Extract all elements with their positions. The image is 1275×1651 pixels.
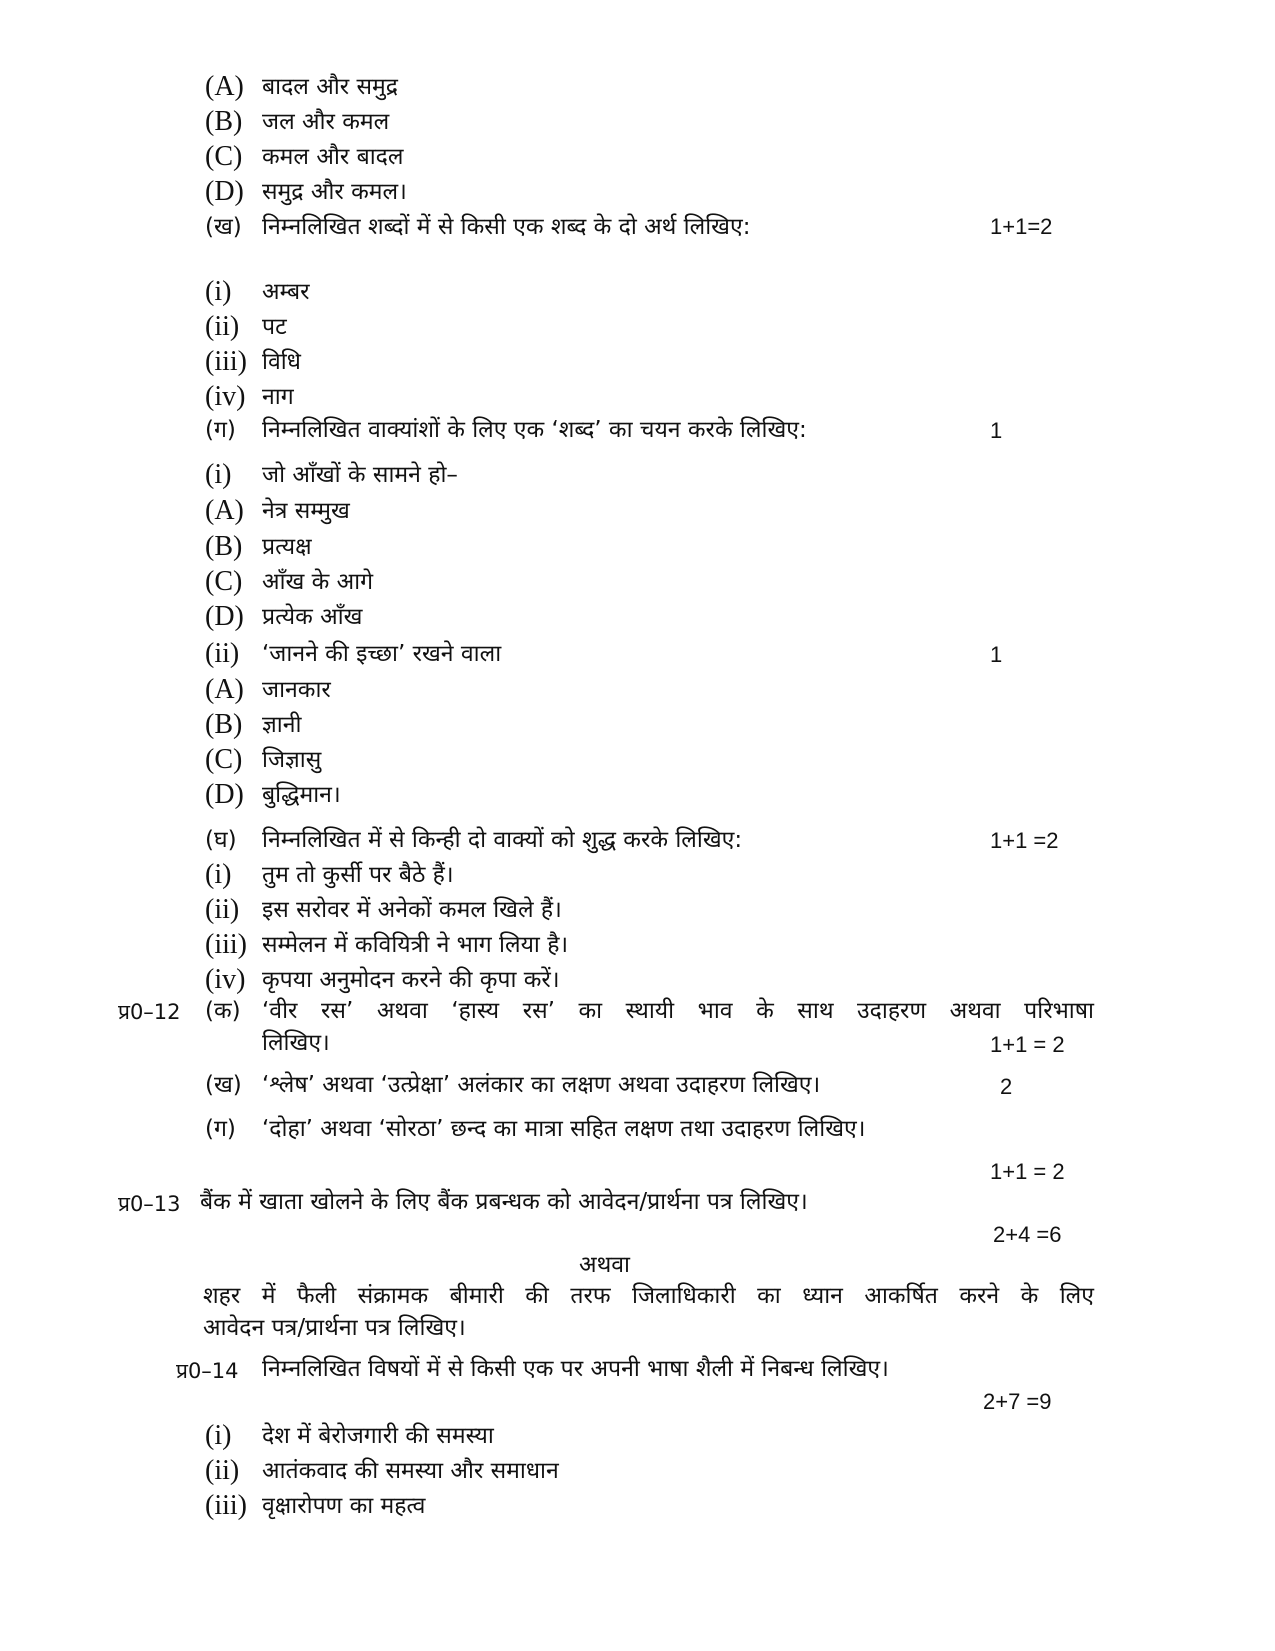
question-part-label: (ख) [205,1072,242,1098]
marks: 1 [990,418,1003,443]
marks: 1+1 =2 [990,828,1059,853]
alternative-question-text-continued: आवेदन पत्र/प्रार्थना पत्र लिखिए। [203,1315,466,1341]
item-label: (i) [205,459,232,490]
option-label: (D) [205,779,244,810]
option-text: जल और कमल [262,109,390,135]
or-separator: अथवा [579,1252,631,1278]
item-label: (ii) [205,311,240,342]
option-text: जानकार [262,677,331,703]
option-label: (A) [205,495,244,526]
item-label: (iii) [205,346,247,377]
option-label: (C) [205,566,243,597]
item-text: कृपया अनुमोदन करने की कृपा करें। [262,967,560,993]
option-label: (A) [205,71,244,102]
item-label: (ii) [205,638,240,669]
question-number: प्र0–12 [118,1000,181,1024]
alternative-question-text: शहर में फैली संक्रामक बीमारी की तरफ जिलाधिकारी का ध्यान आकर्षित करने के लिए [203,1283,1094,1309]
option-label: (D) [205,176,244,207]
option-text: कमल और बादल [262,144,404,170]
option-label: (D) [205,601,244,632]
item-label: (iv) [205,964,246,995]
question-text: निम्नलिखित विषयों में से किसी एक पर अपनी भाषा शैली में निबन्ध लिखिए। [262,1356,889,1382]
item-text: ‘जानने की इच्छा’ रखने वाला [262,641,502,667]
marks: 1 [990,642,1003,667]
marks: 2+4 =6 [993,1222,1062,1247]
option-text: बुद्धिमान। [262,782,341,808]
option-label: (C) [205,744,243,775]
option-label: (A) [205,674,244,705]
marks: 2+7 =9 [983,1389,1052,1414]
item-label: (iv) [205,381,246,412]
question-number: प्र0–14 [176,1359,239,1383]
question-part-label: (ख) [205,214,242,240]
option-label: (C) [205,141,243,172]
item-label: (ii) [205,1455,240,1486]
item-label: (iii) [205,1490,247,1521]
option-text: ज्ञानी [262,712,302,738]
marks: 2 [1000,1074,1013,1099]
item-text: विधि [262,349,301,375]
option-text: बादल और समुद्र [262,74,398,100]
question-text: ‘दोहा’ अथवा ‘सोरठा’ छन्द का मात्रा सहित लक्षण तथा उदाहरण लिखिए। [262,1116,866,1142]
marks: 1+1 = 2 [990,1032,1065,1057]
option-text: प्रत्येक आँख [262,604,363,630]
item-text: सम्मेलन में कवियित्री ने भाग लिया है। [262,932,569,958]
item-label: (iii) [205,929,247,960]
question-number: प्र0–13 [118,1192,181,1216]
question-text: निम्नलिखित में से किन्ही दो वाक्यों को शुद्ध करके लिखिए: [262,827,743,853]
question-text: निम्नलिखित शब्दों में से किसी एक शब्द के दो अर्थ लिखिए: [262,214,751,240]
question-text: ‘श्लेष’ अथवा ‘उत्प्रेक्षा’ अलंकार का लक्षण अथवा उदाहरण लिखिए। [262,1072,821,1098]
item-text: नाग [262,384,294,410]
item-label: (ii) [205,894,240,925]
question-part-label: (ग) [205,417,236,443]
option-text: आँख के आगे [262,569,374,595]
item-text: वृक्षारोपण का महत्व [262,1493,426,1519]
question-text-continued: लिखिए। [262,1030,330,1056]
option-text: समुद्र और कमल। [262,179,407,205]
option-label: (B) [205,709,243,740]
question-text: ‘वीर रस’ अथवा ‘हास्य रस’ का स्थायी भाव के साथ उदाहरण अथवा परिभाषा [262,998,1094,1024]
question-part-label: (घ) [205,827,237,853]
question-text: निम्नलिखित वाक्यांशों के लिए एक ‘शब्द’ का चयन करके लिखिए: [262,417,807,443]
item-label: (i) [205,859,232,890]
option-label: (B) [205,106,243,137]
item-label: (i) [205,276,232,307]
option-text: जिज्ञासु [262,747,322,773]
question-part-label: (ग) [205,1116,236,1142]
item-text: पट [262,314,287,340]
marks: 1+1 = 2 [990,1159,1065,1184]
option-label: (B) [205,531,243,562]
item-text: जो आँखों के सामने हो– [262,462,458,488]
option-text: नेत्र सम्मुख [262,498,350,524]
option-text: प्रत्यक्ष [262,534,312,560]
item-text: तुम तो कुर्सी पर बैठे हैं। [262,862,454,888]
question-text: बैंक में खाता खोलने के लिए बैंक प्रबन्धक को आवेदन/प्रार्थना पत्र लिखिए। [200,1189,808,1215]
marks: 1+1=2 [990,214,1053,239]
item-text: देश में बेरोजगारी की समस्या [262,1423,494,1449]
item-text: इस सरोवर में अनेकों कमल खिले हैं। [262,897,562,923]
question-part-label: (क) [205,998,241,1024]
item-text: आतंकवाद की समस्या और समाधान [262,1458,559,1484]
item-label: (i) [205,1420,232,1451]
item-text: अम्बर [262,279,310,305]
